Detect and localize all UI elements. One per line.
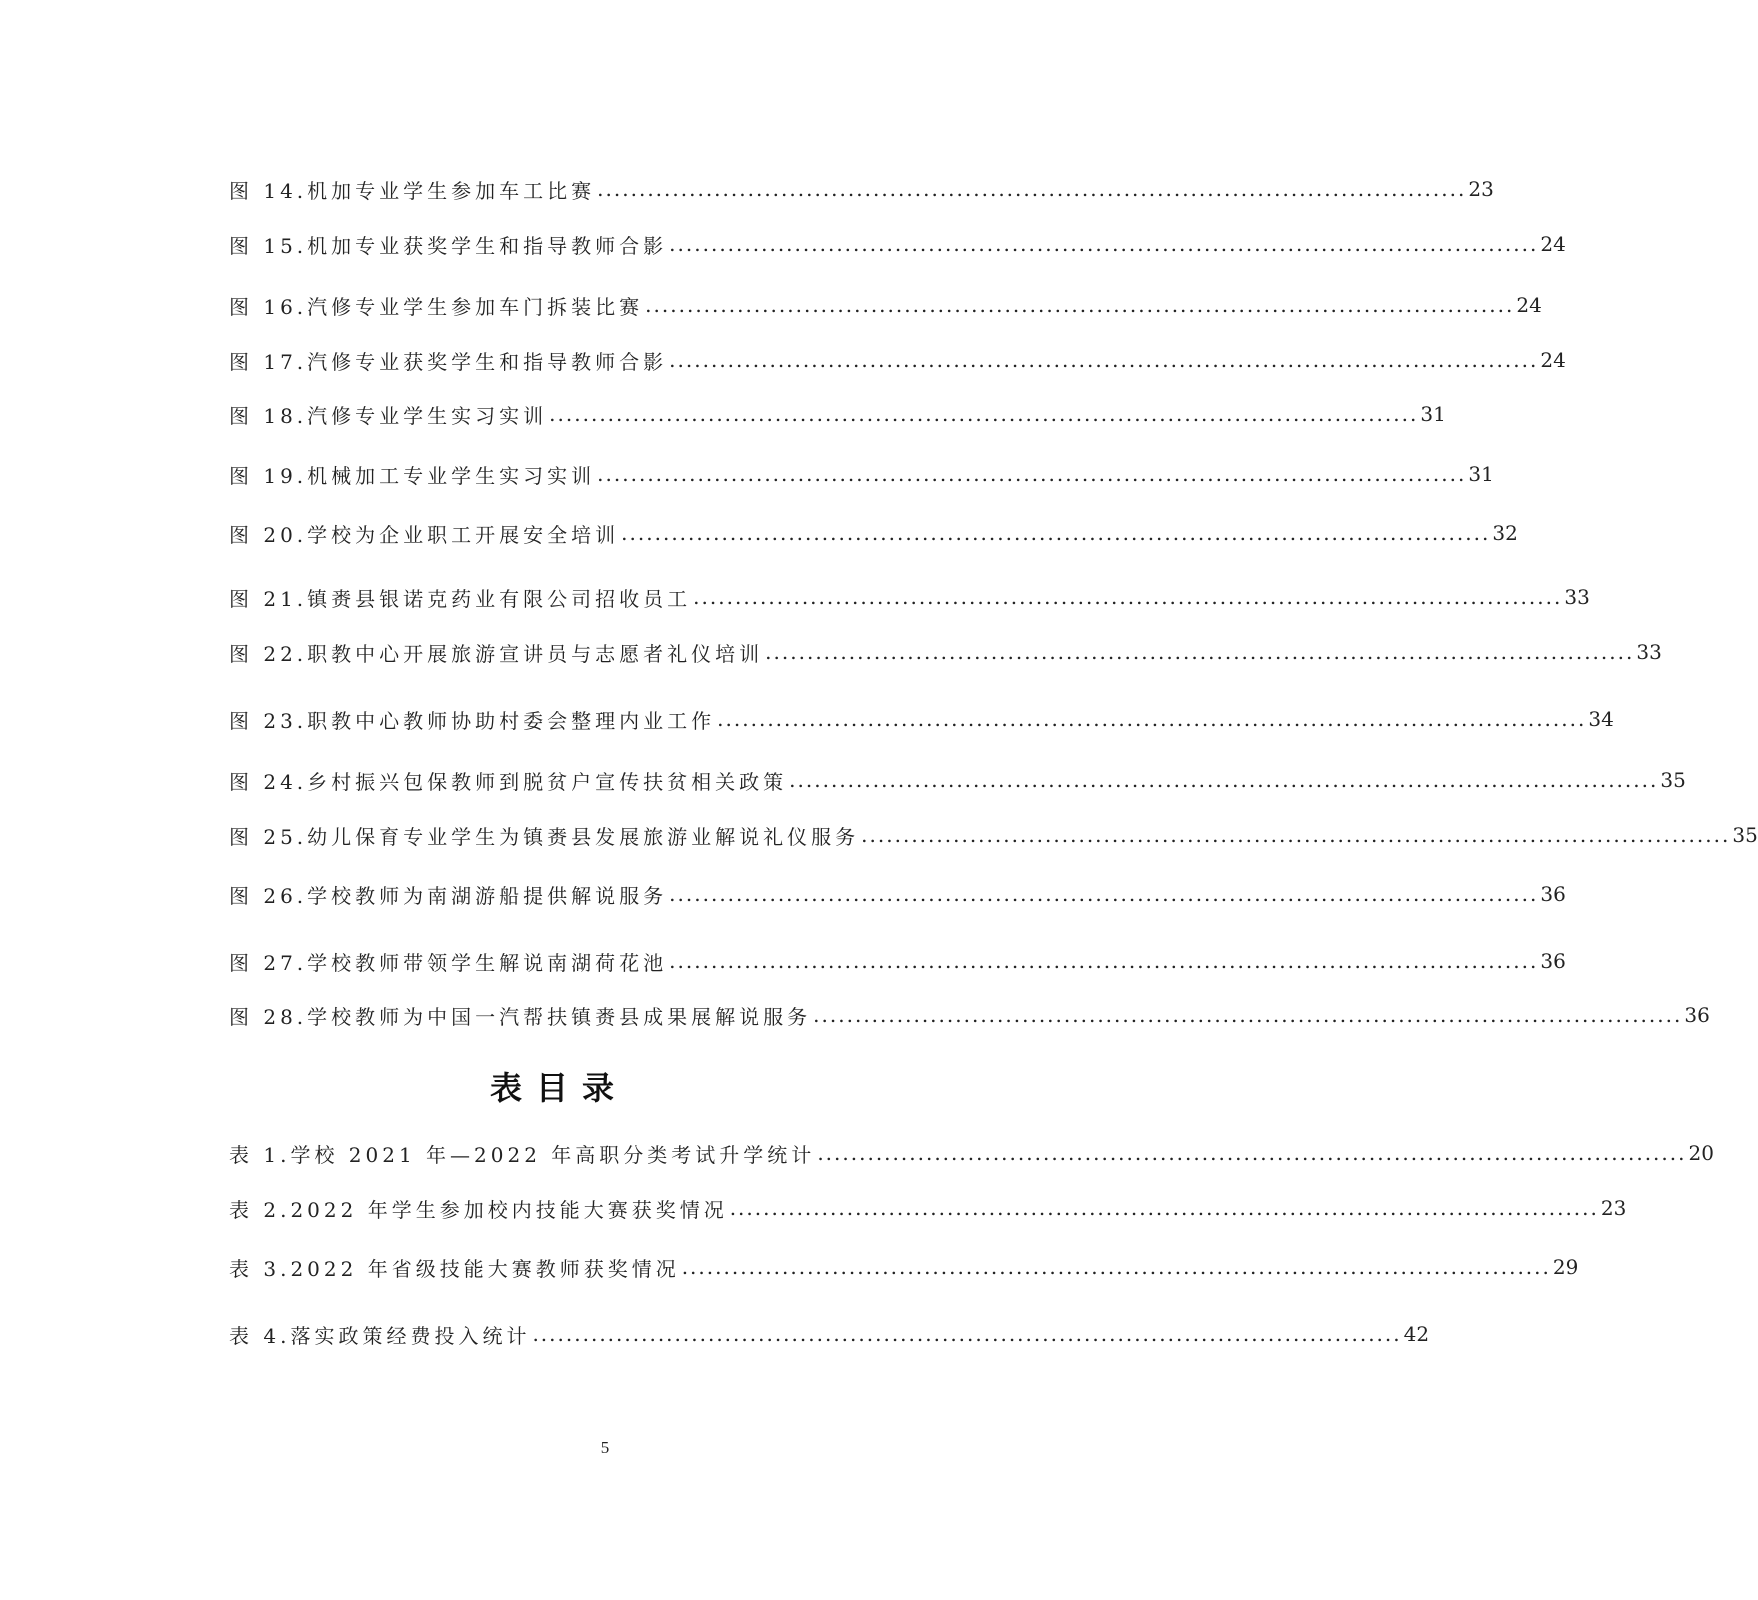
toc-entry-page: 32 bbox=[1492, 521, 1518, 545]
toc-entry-figure-25[interactable] bbox=[229, 820, 1758, 850]
dot-leader: ........................................................................................................ bbox=[861, 823, 1731, 847]
dot-leader: ........................................................................................................ bbox=[669, 882, 1539, 906]
toc-entry-page: 24 bbox=[1540, 348, 1566, 372]
toc-entry-page: 35 bbox=[1660, 768, 1686, 792]
toc-entry-title: 表 2.2022 年学生参加校内技能大赛获奖情况 bbox=[229, 1197, 728, 1222]
toc-entry-figure-24[interactable] bbox=[229, 765, 1686, 795]
toc-entry-title: 表 1.学校 2021 年—2022 年高职分类考试升学统计 bbox=[229, 1142, 816, 1167]
toc-entry-figure-17[interactable] bbox=[229, 345, 1566, 375]
toc-entry-title: 图 15.机加专业获奖学生和指导教师合影 bbox=[229, 233, 668, 258]
dot-leader: ........................................................................................................ bbox=[669, 232, 1539, 256]
toc-entry-title: 表 3.2022 年省级技能大赛教师获奖情况 bbox=[229, 1256, 680, 1281]
toc-entry-page: 24 bbox=[1516, 293, 1542, 317]
toc-entry-table-3[interactable] bbox=[229, 1252, 1579, 1282]
toc-entry-figure-23[interactable] bbox=[229, 704, 1614, 734]
toc-entry-title: 图 16.汽修专业学生参加车门拆装比赛 bbox=[229, 294, 644, 319]
dot-leader: ........................................................................................................ bbox=[729, 1196, 1599, 1220]
dot-leader: ........................................................................................................ bbox=[693, 585, 1563, 609]
toc-entry-title: 图 21.镇赉县银诺克药业有限公司招收员工 bbox=[229, 586, 692, 611]
dot-leader: ........................................................................................................ bbox=[813, 1003, 1683, 1027]
toc-entry-page: 31 bbox=[1468, 462, 1494, 486]
toc-entry-title: 图 24.乡村振兴包保教师到脱贫户宣传扶贫相关政策 bbox=[229, 769, 788, 794]
toc-entry-figure-28[interactable] bbox=[229, 1000, 1710, 1030]
toc-entry-figure-20[interactable] bbox=[229, 518, 1518, 548]
toc-entry-title: 图 27.学校教师带领学生解说南湖荷花池 bbox=[229, 950, 668, 975]
toc-entry-figure-14[interactable] bbox=[229, 174, 1494, 204]
toc-entry-figure-16[interactable] bbox=[229, 290, 1542, 320]
toc-entry-page: 31 bbox=[1420, 402, 1446, 426]
toc-entry-figure-21[interactable] bbox=[229, 582, 1590, 612]
toc-entry-figure-22[interactable] bbox=[229, 637, 1662, 667]
dot-leader: ........................................................................................................ bbox=[532, 1322, 1402, 1346]
dot-leader: ........................................................................................................ bbox=[789, 768, 1659, 792]
toc-entry-page: 23 bbox=[1468, 177, 1494, 201]
dot-leader: ........................................................................................................ bbox=[669, 348, 1539, 372]
toc-entry-page: 35 bbox=[1732, 823, 1758, 847]
toc-entry-figure-19[interactable] bbox=[229, 459, 1494, 489]
toc-entry-page: 34 bbox=[1588, 707, 1614, 731]
toc-entry-figure-15[interactable] bbox=[229, 229, 1566, 259]
toc-entry-table-2[interactable] bbox=[229, 1193, 1627, 1223]
toc-entry-page: 23 bbox=[1600, 1196, 1627, 1220]
toc-entry-title: 图 14.机加专业学生参加车工比赛 bbox=[229, 178, 596, 203]
dot-leader: ........................................................................................................ bbox=[765, 640, 1635, 664]
dot-leader: ........................................................................................................ bbox=[645, 293, 1515, 317]
toc-entry-page: 33 bbox=[1564, 585, 1590, 609]
toc-entry-page: 33 bbox=[1636, 640, 1662, 664]
toc-entry-table-1[interactable] bbox=[229, 1138, 1714, 1168]
dot-leader: ........................................................................................................ bbox=[681, 1255, 1551, 1279]
toc-entry-page: 20 bbox=[1688, 1141, 1714, 1165]
toc-entry-title: 图 25.幼儿保育专业学生为镇赉县发展旅游业解说礼仪服务 bbox=[229, 824, 860, 849]
toc-entry-page: 29 bbox=[1552, 1255, 1579, 1279]
toc-entry-title: 图 23.职教中心教师协助村委会整理内业工作 bbox=[229, 708, 716, 733]
dot-leader: ........................................................................................................ bbox=[621, 521, 1491, 545]
toc-entry-page: 36 bbox=[1540, 882, 1566, 906]
toc-entry-title: 图 18.汽修专业学生实习实训 bbox=[229, 403, 548, 428]
dot-leader: ........................................................................................................ bbox=[597, 462, 1467, 486]
dot-leader: ........................................................................................................ bbox=[717, 707, 1587, 731]
toc-entry-page: 24 bbox=[1540, 232, 1566, 256]
toc-entry-title: 图 22.职教中心开展旅游宣讲员与志愿者礼仪培训 bbox=[229, 641, 764, 666]
dot-leader: ........................................................................................................ bbox=[669, 949, 1539, 973]
dot-leader: ........................................................................................................ bbox=[549, 402, 1419, 426]
toc-entry-title: 表 4.落实政策经费投入统计 bbox=[229, 1323, 531, 1348]
dot-leader: ........................................................................................................ bbox=[597, 177, 1467, 201]
toc-entry-page: 36 bbox=[1540, 949, 1566, 973]
table-list-heading: 表目录 bbox=[489, 1069, 628, 1107]
toc-entry-title: 图 17.汽修专业获奖学生和指导教师合影 bbox=[229, 349, 668, 374]
toc-entry-title: 图 20.学校为企业职工开展安全培训 bbox=[229, 522, 620, 547]
dot-leader: ........................................................................................................ bbox=[817, 1141, 1687, 1165]
toc-entry-page: 42 bbox=[1403, 1322, 1430, 1346]
toc-entry-figure-26[interactable] bbox=[229, 879, 1566, 909]
page-number: 5 bbox=[600, 1438, 610, 1457]
toc-entry-table-4[interactable] bbox=[229, 1319, 1430, 1349]
toc-entry-title: 图 26.学校教师为南湖游船提供解说服务 bbox=[229, 883, 668, 908]
toc-entry-page: 36 bbox=[1684, 1003, 1710, 1027]
toc-entry-figure-27[interactable] bbox=[229, 946, 1566, 976]
toc-entry-title: 图 28.学校教师为中国一汽帮扶镇赉县成果展解说服务 bbox=[229, 1004, 812, 1029]
toc-entry-figure-18[interactable] bbox=[229, 399, 1446, 429]
toc-entry-title: 图 19.机械加工专业学生实习实训 bbox=[229, 463, 596, 488]
